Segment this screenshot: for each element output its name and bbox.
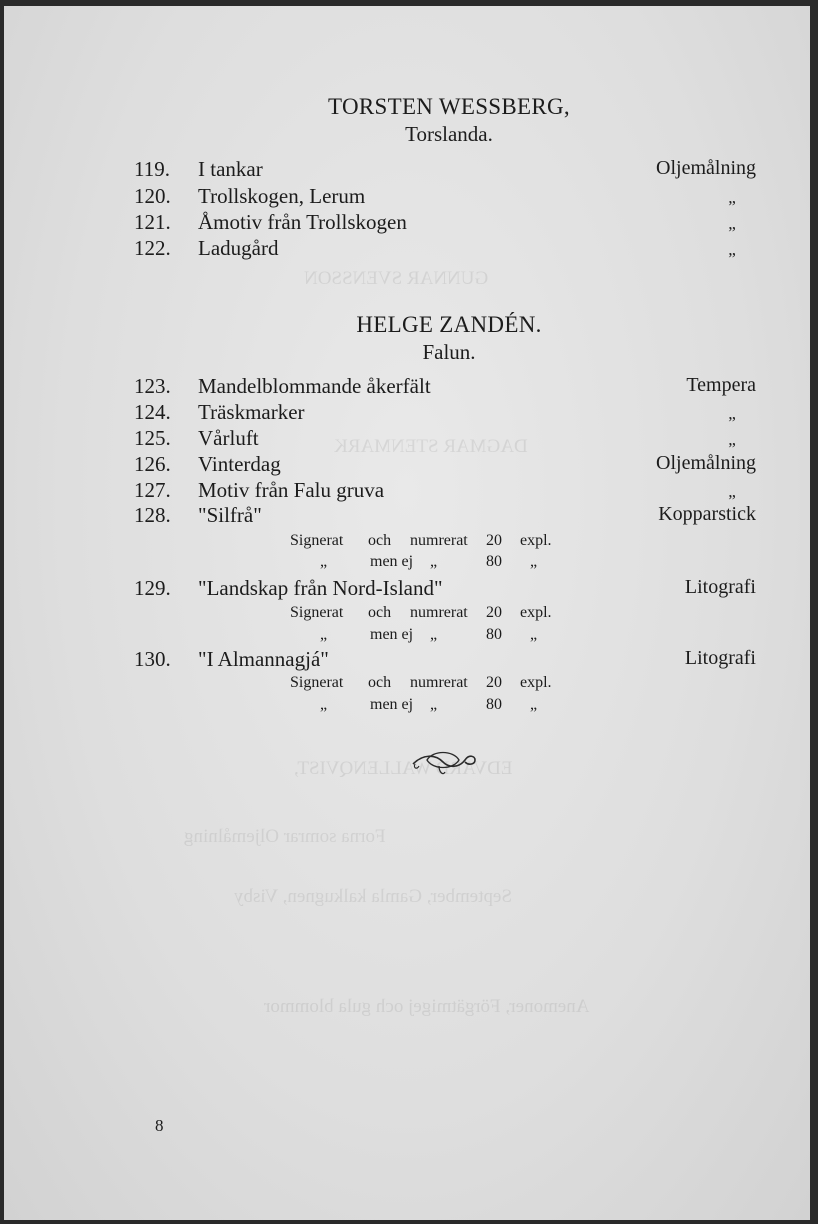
ditto-mark: „ [530, 696, 538, 713]
edition-count: 20 [486, 532, 502, 549]
catalog-number: 119. [134, 157, 170, 181]
edition-numbered: numrerat [410, 674, 468, 691]
artist-name: TORSTEN WESSBERG, [328, 94, 570, 119]
artwork-title: Vårluft [198, 426, 259, 450]
ditto-mark: „ [320, 626, 328, 643]
artwork-technique: Oljemålning [656, 452, 756, 474]
ditto-mark: „ [430, 696, 438, 713]
artwork-title: Ladugård [198, 236, 279, 260]
catalog-number: 128. [134, 503, 171, 527]
bleed-through-text: GUNNAR SVENSSON [304, 268, 489, 289]
catalog-number: 121. [134, 210, 171, 234]
ditto-mark: „ [728, 214, 736, 233]
artwork-technique: Litografi [684, 647, 756, 669]
edition-signed: Signerat [290, 532, 344, 549]
catalog-number: 123. [134, 374, 171, 398]
artwork-technique: Litografi [684, 576, 756, 598]
artist-location: Torslanda. [405, 122, 493, 146]
bleed-through-text: September, Gamla kalkugnen, Visby [234, 886, 512, 907]
catalog-number: 125. [134, 426, 171, 450]
ditto-mark: „ [728, 430, 736, 449]
artist-location: Falun. [422, 340, 476, 364]
artwork-technique: Tempera [686, 374, 756, 396]
edition-not: men ej [370, 553, 414, 570]
ditto-mark: „ [430, 626, 438, 643]
ditto-mark: „ [320, 553, 328, 570]
artwork-title: Motiv från Falu gruva [198, 478, 385, 502]
ditto-mark: „ [728, 404, 736, 423]
catalog-number: 122. [134, 236, 171, 260]
artwork-technique: Kopparstick [658, 503, 756, 525]
bleed-through-text: Anemoner, Förgätmigej och gula blommor [264, 996, 590, 1017]
edition-and: och [368, 674, 392, 691]
page-number: 8 [155, 1116, 164, 1135]
edition-numbered: numrerat [410, 532, 468, 549]
artwork-title: Åmotiv från Trollskogen [198, 210, 407, 234]
edition-unit: expl. [520, 604, 552, 621]
catalog-number: 130. [134, 647, 171, 671]
artwork-title: "Silfrå" [198, 503, 262, 527]
artwork-title: Mandelblommande åkerfält [198, 374, 431, 398]
ditto-mark: „ [530, 553, 538, 570]
edition-numbered: numrerat [410, 604, 468, 621]
artist-name: HELGE ZANDÉN. [356, 312, 542, 337]
ditto-mark: „ [320, 696, 328, 713]
edition-not: men ej [370, 696, 414, 713]
catalog-number: 129. [134, 576, 171, 600]
edition-unit: expl. [520, 674, 552, 691]
artwork-title: "I Almannagjá" [198, 647, 329, 671]
edition-not: men ej [370, 626, 414, 643]
ditto-mark: „ [728, 482, 736, 501]
edition-count: 20 [486, 674, 502, 691]
catalog-number: 126. [134, 452, 171, 476]
catalog-page [4, 6, 810, 1220]
artwork-technique: Oljemålning [656, 157, 756, 179]
edition-and: och [368, 532, 392, 549]
edition-signed: Signerat [290, 674, 344, 691]
artwork-title: Träskmarker [198, 400, 305, 424]
edition-count: 80 [486, 553, 502, 570]
artwork-title: Trollskogen, Lerum [198, 184, 366, 208]
bleed-through-text: EDVARD WALLENQVIST, [294, 758, 513, 779]
edition-count: 80 [486, 696, 502, 713]
catalog-number: 124. [134, 400, 171, 424]
edition-count: 20 [486, 604, 502, 621]
ditto-mark: „ [728, 188, 736, 207]
edition-and: och [368, 604, 392, 621]
artwork-title: I tankar [198, 157, 263, 181]
edition-count: 80 [486, 626, 502, 643]
ornament-flourish-icon [409, 744, 479, 783]
ditto-mark: „ [530, 626, 538, 643]
bleed-through-text: Forna somrar Oljemålning [184, 826, 386, 847]
edition-unit: expl. [520, 532, 552, 549]
ditto-mark: „ [728, 240, 736, 259]
edition-signed: Signerat [290, 604, 344, 621]
artwork-title: Vinterdag [198, 452, 281, 476]
ditto-mark: „ [430, 553, 438, 570]
catalog-number: 120. [134, 184, 171, 208]
artwork-title: "Landskap från Nord-Island" [198, 576, 443, 600]
catalog-number: 127. [134, 478, 171, 502]
bleed-through-text: DAGMAR STENMARK [334, 436, 528, 457]
